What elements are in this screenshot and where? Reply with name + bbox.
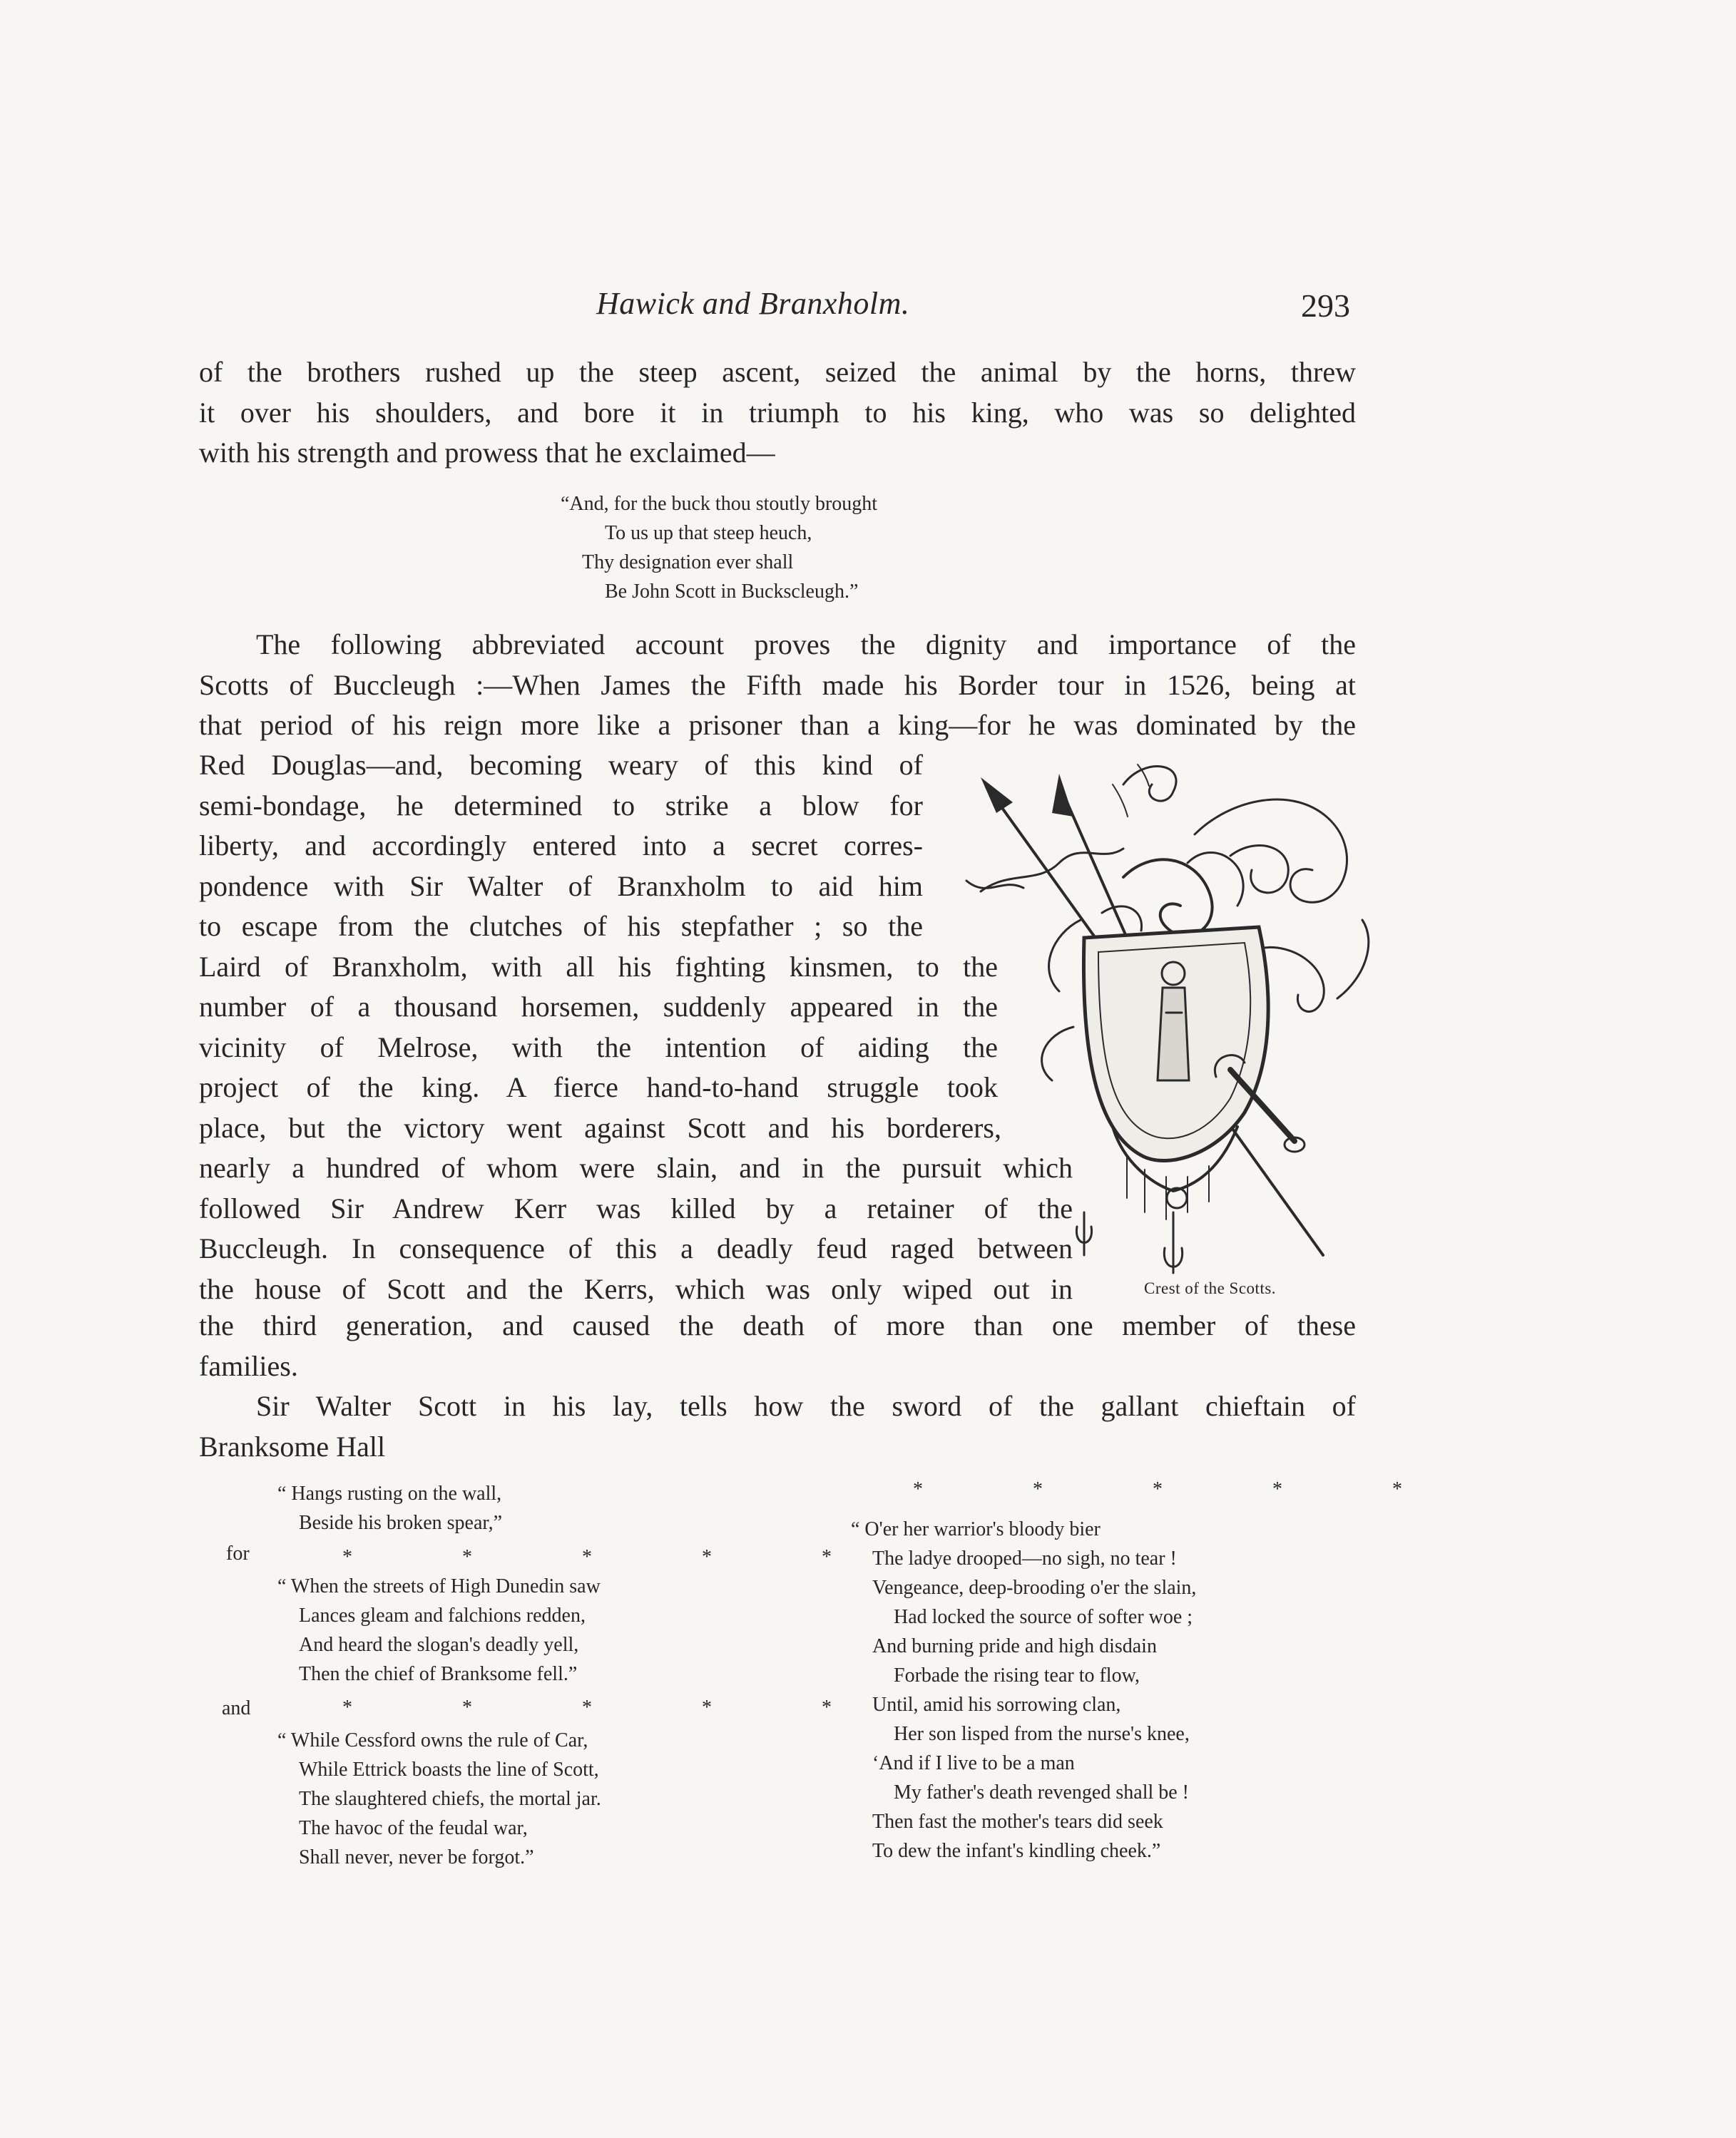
- text-line: number of a thousand horsemen, suddenly appeared in the: [199, 991, 998, 1023]
- text-line: place, but the victory went against Scott and his borderers,: [199, 1111, 1001, 1144]
- text-line: Laird of Branxholm, with all his fighting kinsmen, to the: [199, 950, 998, 983]
- text-line: Buccleugh. In consequence of this a deadly feud raged between: [199, 1232, 1073, 1264]
- verse-line: To dew the infant's kindling cheek.”: [872, 1840, 1161, 1862]
- running-title: Hawick and Branxholm.: [596, 286, 910, 321]
- text-line: liberty, and accordingly entered into a secret corres-: [199, 829, 923, 861]
- verse-line: “ O'er her warrior's bloody bier: [851, 1518, 1101, 1540]
- text-line: with his strength and prowess that he exclaimed—: [199, 436, 775, 469]
- verse-line: Beside his broken spear,”: [299, 1512, 503, 1534]
- verse-line: While Ettrick boasts the line of Scott,: [299, 1759, 599, 1781]
- text-line: Branksome Hall: [199, 1430, 386, 1463]
- connector-and: and: [222, 1697, 251, 1719]
- paragraph-2-wrap: [199, 745, 1073, 1309]
- verse-line: Vengeance, deep-brooding o'er the slain,: [872, 1577, 1197, 1599]
- verse-line: Thy designation ever shall: [582, 551, 794, 573]
- right-verse: [851, 1515, 1196, 1866]
- asterisks-divider: * * * * *: [342, 1546, 832, 1568]
- text-line: that period of his reign more like a prisoner than a king—for he was dominated by the: [199, 709, 1356, 741]
- asterisks-divider: * * * * *: [342, 1697, 832, 1719]
- illustration-caption: Crest of the Scotts.: [1144, 1279, 1277, 1297]
- text-line: families.: [199, 1349, 298, 1382]
- verse-line: Had locked the source of softer woe ;: [894, 1606, 1193, 1628]
- page-number: 293: [1301, 287, 1350, 324]
- left-verse-stanza-1: [277, 1479, 502, 1538]
- verse-line: Forbade the rising tear to flow,: [894, 1664, 1140, 1687]
- verse-line: And burning pride and high disdain: [872, 1635, 1157, 1657]
- verse-line: ‘And if I live to be a man: [872, 1752, 1075, 1774]
- verse-line: To us up that steep heuch,: [605, 522, 812, 544]
- text-line: it over his shoulders, and bore it in triumph to his king, who was so delighted: [199, 396, 1356, 429]
- text-line: nearly a hundred of whom were slain, and in the pursuit which: [199, 1152, 1073, 1184]
- verse-line: “And, for the buck thou stoutly brought: [561, 493, 878, 515]
- asterisks-divider: * * * * *: [913, 1478, 1402, 1500]
- text-line: to escape from the clutches of his stepfather ; so the: [199, 910, 923, 942]
- crest-illustration: [959, 756, 1377, 1277]
- verse-line: “ When the streets of High Dunedin saw: [277, 1575, 601, 1597]
- connector-for: for: [226, 1543, 250, 1565]
- text-line: pondence with Sir Walter of Branxholm to aid him: [199, 869, 923, 902]
- verse-line: Be John Scott in Buckscleugh.”: [605, 580, 859, 603]
- verse-line: “ Hangs rusting on the wall,: [277, 1483, 502, 1505]
- left-verse-stanza-2: [277, 1572, 601, 1689]
- verse-line: Her son lisped from the nurse's knee,: [894, 1723, 1190, 1745]
- verse-line: My father's death revenged shall be !: [894, 1781, 1189, 1804]
- verse-line: Lances gleam and falchions redden,: [299, 1605, 586, 1627]
- verse-line: Then the chief of Branksome fell.”: [299, 1663, 578, 1685]
- paragraph-3: [199, 1386, 1356, 1467]
- verse-line: And heard the slogan's deadly yell,: [299, 1634, 579, 1656]
- text-line: Sir Walter Scott in his lay, tells how the sword of the gallant chieftain of: [256, 1390, 1356, 1422]
- paragraph-1: [199, 352, 1356, 474]
- text-line: of the brothers rushed up the steep ascent, seized the animal by the horns, threw: [199, 356, 1356, 388]
- verse-line: The havoc of the feudal war,: [299, 1817, 528, 1839]
- verse-line: The slaughtered chiefs, the mortal jar.: [299, 1788, 601, 1810]
- text-line: Scotts of Buccleugh :—When James the Fifth made his Border tour in 1526, being at: [199, 668, 1356, 701]
- text-line: vicinity of Melrose, with the intention of aiding the: [199, 1030, 998, 1063]
- text-line: the house of Scott and the Kerrs, which was only wiped out in: [199, 1272, 1073, 1305]
- paragraph-2-tail: [199, 1306, 1356, 1386]
- left-verse-stanza-3: [277, 1726, 601, 1872]
- verse-line: Until, amid his sorrowing clan,: [872, 1694, 1121, 1716]
- verse-line: Then fast the mother's tears did seek: [872, 1811, 1163, 1833]
- text-line: followed Sir Andrew Kerr was killed by a retainer of the: [199, 1192, 1073, 1224]
- text-line: The following abbreviated account proves the dignity and importance of the: [256, 628, 1356, 660]
- text-line: the third generation, and caused the death of more than one member of these: [199, 1309, 1356, 1341]
- text-line: project of the king. A fierce hand-to-hand struggle took: [199, 1071, 998, 1103]
- text-line: Red Douglas—and, becoming weary of this kind of: [199, 749, 923, 781]
- verse-line: The ladye drooped—no sigh, no tear !: [872, 1548, 1177, 1570]
- paragraph-2: [199, 625, 1356, 746]
- verse-line: “ While Cessford owns the rule of Car,: [277, 1729, 588, 1751]
- verse-line: Shall never, never be forgot.”: [299, 1846, 534, 1868]
- text-line: semi-bondage, he determined to strike a blow for: [199, 789, 923, 822]
- quote-buckscleugh: [561, 489, 877, 606]
